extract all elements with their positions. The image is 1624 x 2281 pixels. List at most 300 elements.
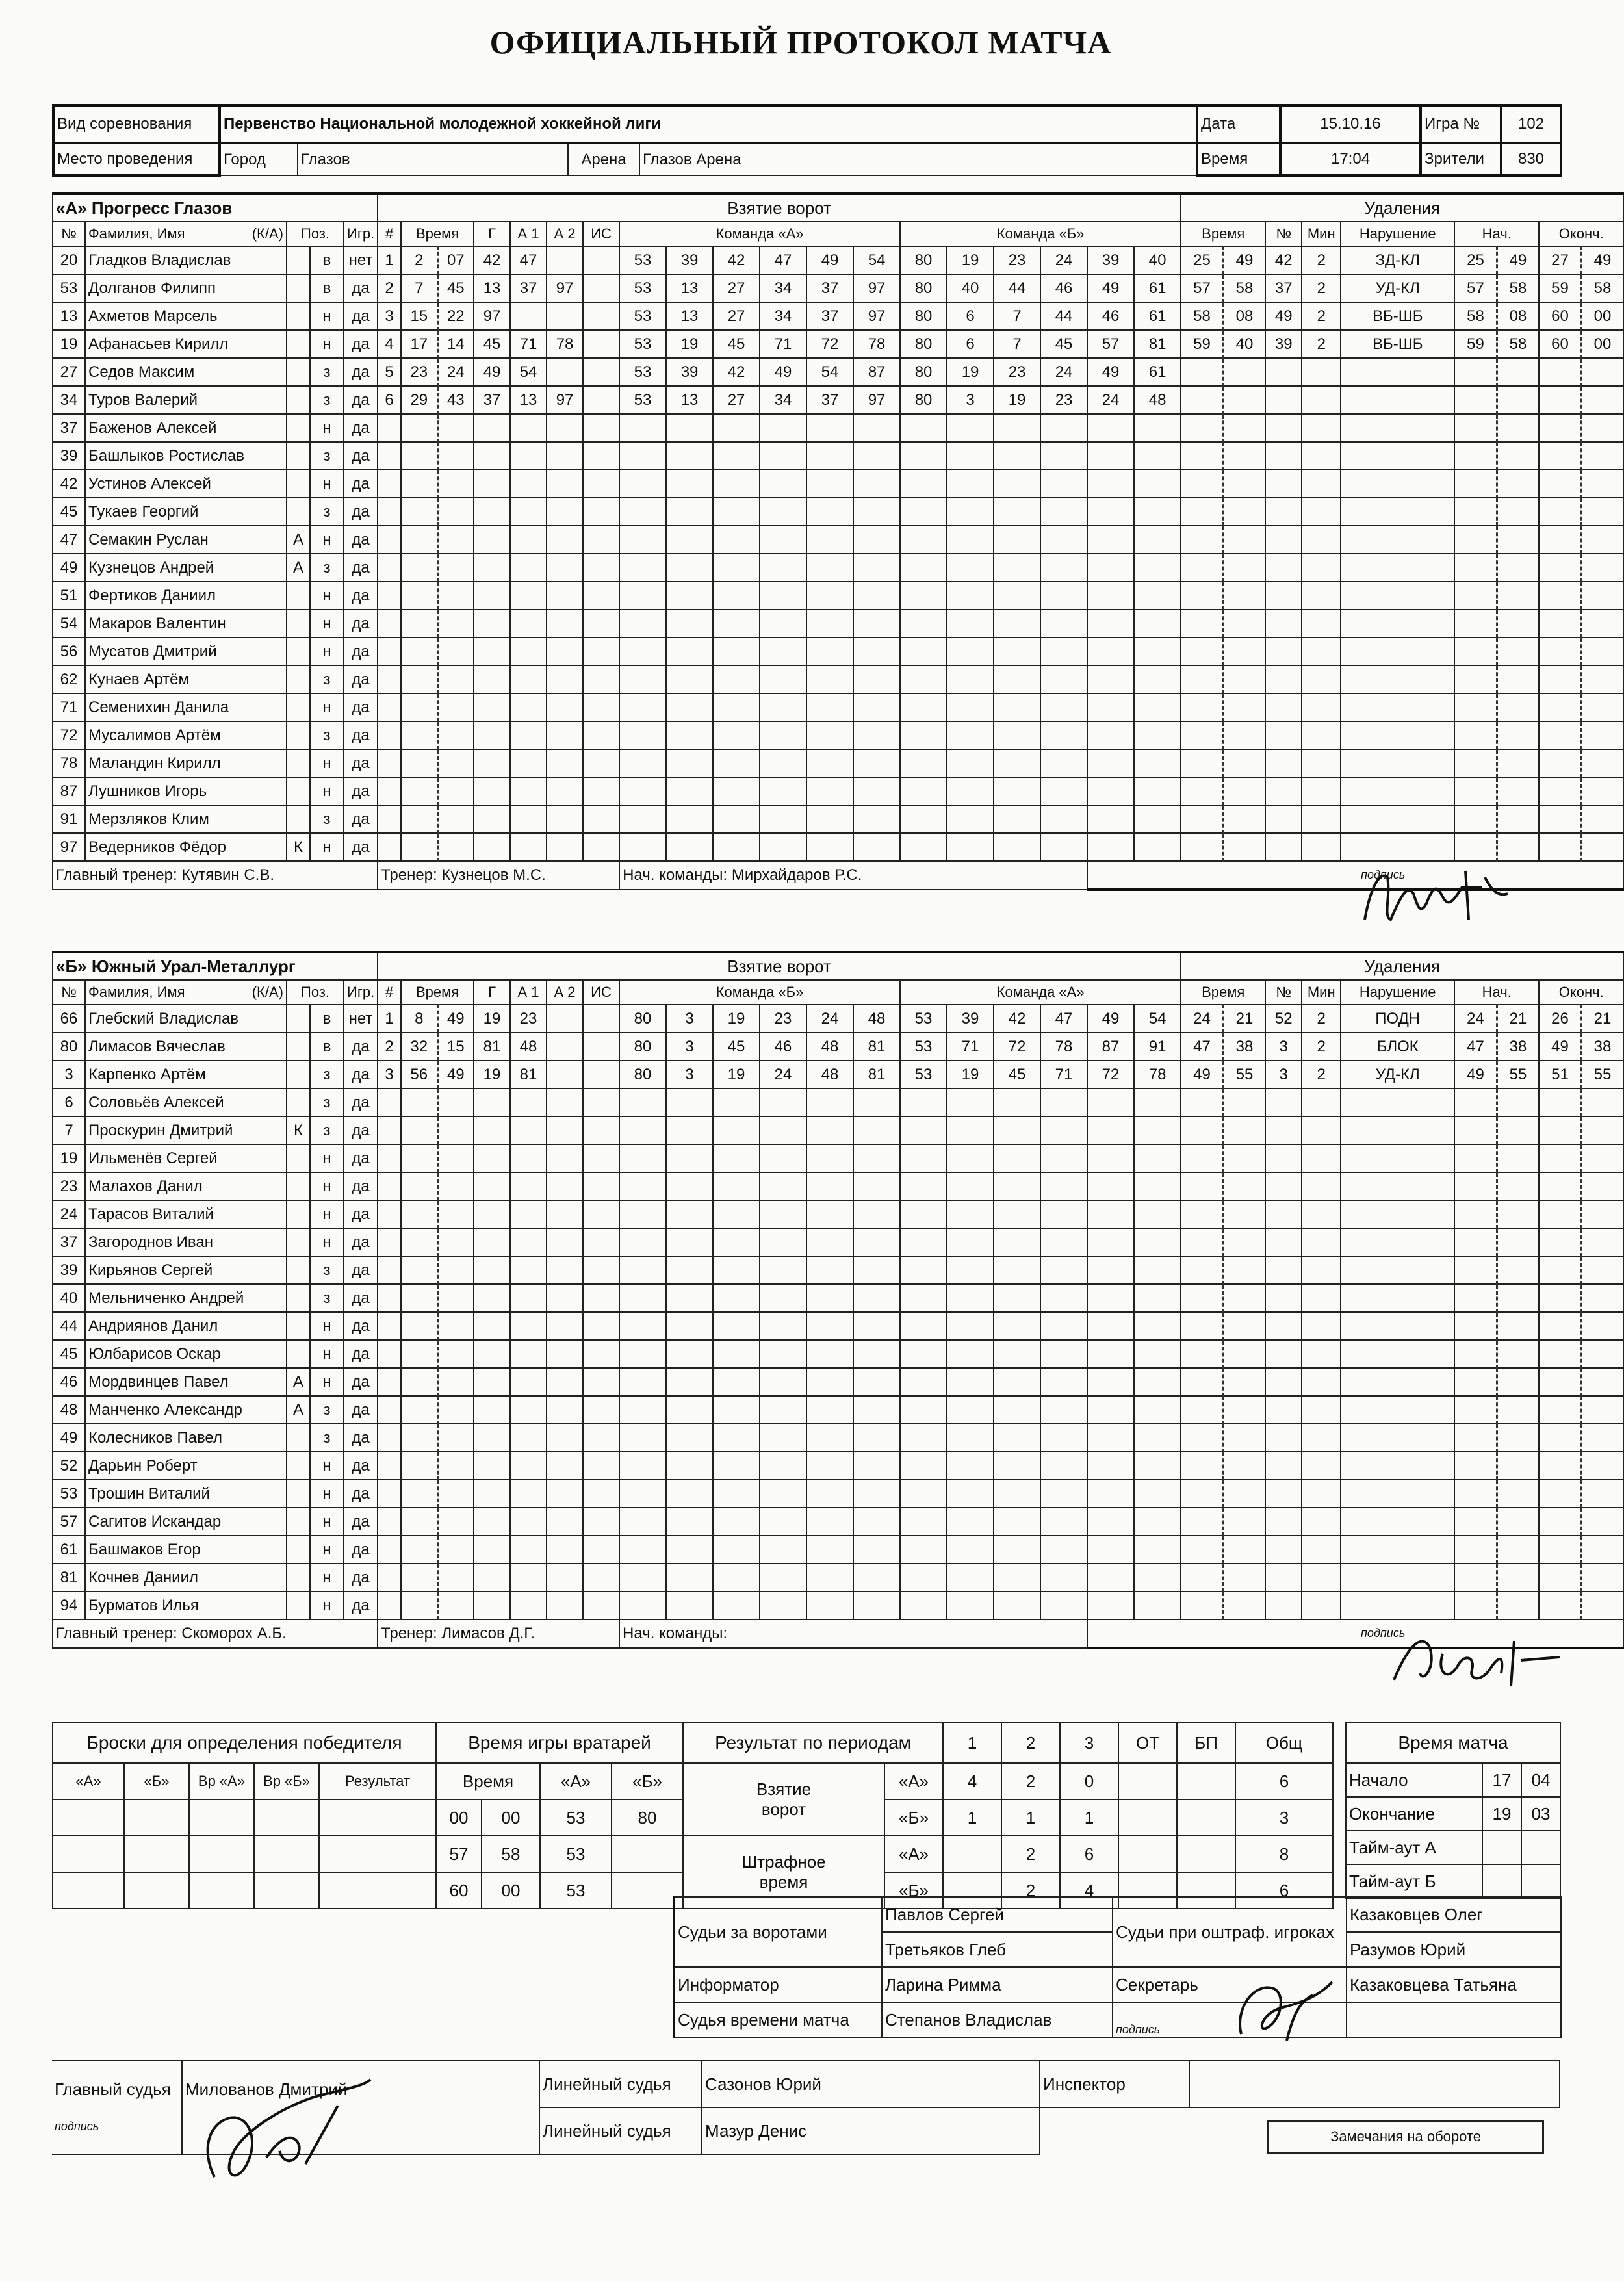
own-on-ice xyxy=(713,582,760,610)
opp-on-ice xyxy=(1040,498,1087,526)
player-ka xyxy=(287,1452,310,1480)
player-ka xyxy=(287,246,310,274)
own-on-ice xyxy=(713,442,760,470)
goal-a2 xyxy=(547,1061,583,1089)
own-on-ice xyxy=(619,470,666,498)
opp-on-ice xyxy=(947,1200,994,1228)
shootout-col-gka: Вр «А» xyxy=(189,1763,254,1799)
pen-start-min xyxy=(1454,693,1497,721)
opp-on-ice xyxy=(1134,693,1181,721)
period-cell: 2 xyxy=(1001,1763,1060,1799)
col-a2: А 2 xyxy=(547,222,583,246)
player-number: 45 xyxy=(53,1340,85,1368)
goal-is xyxy=(583,330,619,358)
player-row xyxy=(53,1536,1623,1564)
opp-on-ice xyxy=(900,1536,947,1564)
player-row xyxy=(53,1005,1623,1033)
pen-end-min xyxy=(1539,414,1581,442)
goal-num xyxy=(378,1284,401,1312)
goal-is xyxy=(583,498,619,526)
goal-num xyxy=(378,1312,401,1340)
pen-player xyxy=(1265,414,1302,442)
own-on-ice xyxy=(806,1172,853,1200)
player-number: 23 xyxy=(53,1172,85,1200)
pen-min xyxy=(1181,414,1223,442)
own-on-ice xyxy=(666,470,713,498)
opp-on-ice: 45 xyxy=(994,1061,1040,1089)
player-number: 3 xyxy=(53,1061,85,1089)
pen-end-min xyxy=(1539,1284,1581,1312)
player-played: да xyxy=(344,1480,378,1508)
goal-sec xyxy=(437,414,474,442)
goal-scorer xyxy=(474,749,510,777)
comp-label: Вид соревнования xyxy=(53,105,220,143)
opp-on-ice xyxy=(994,777,1040,805)
goalie-cell xyxy=(612,1836,683,1872)
goal-judges-label: Судьи за воротами xyxy=(674,1897,882,1967)
pen-start-sec xyxy=(1497,1480,1539,1508)
opp-on-ice: 72 xyxy=(994,1033,1040,1061)
player-number: 19 xyxy=(53,330,85,358)
player-ka xyxy=(287,442,310,470)
periods-table xyxy=(682,1722,1334,1909)
player-name: Семенихин Данила xyxy=(85,693,287,721)
pen-end-min xyxy=(1539,470,1581,498)
opp-on-ice xyxy=(1087,1592,1134,1619)
pen-end-min xyxy=(1539,749,1581,777)
opp-on-ice xyxy=(900,805,947,833)
own-on-ice xyxy=(760,721,806,749)
opp-on-ice xyxy=(900,693,947,721)
pen-end-sec xyxy=(1581,1144,1623,1172)
goal-scorer: 45 xyxy=(474,330,510,358)
pen-start-sec xyxy=(1497,1424,1539,1452)
pen-sec xyxy=(1223,470,1265,498)
goal-a2 xyxy=(547,358,583,386)
goal-min xyxy=(401,498,437,526)
player-row xyxy=(53,1368,1623,1396)
own-on-ice xyxy=(619,1536,666,1564)
opp-on-ice xyxy=(1134,1256,1181,1284)
player-name: Тарасов Виталий xyxy=(85,1200,287,1228)
pen-sec xyxy=(1223,1144,1265,1172)
own-on-ice xyxy=(666,414,713,442)
own-on-ice xyxy=(713,1508,760,1536)
own-on-ice xyxy=(760,1396,806,1424)
opp-on-ice: 49 xyxy=(1087,1005,1134,1033)
opp-on-ice: 72 xyxy=(1087,1061,1134,1089)
opp-on-ice xyxy=(994,1228,1040,1256)
pen-start-min xyxy=(1454,498,1497,526)
opp-on-ice xyxy=(1134,1284,1181,1312)
own-on-ice xyxy=(713,805,760,833)
goal-sec: 43 xyxy=(437,386,474,414)
goalie-cell: 00 xyxy=(436,1799,482,1836)
linesman-2-label: Линейный судья xyxy=(539,2107,702,2154)
own-on-ice xyxy=(713,833,760,861)
opp-on-ice xyxy=(900,582,947,610)
player-name: Лимасов Вячеслав xyxy=(85,1033,287,1061)
officials-table xyxy=(673,1896,1562,2038)
team-title: «Б» Южный Урал-Металлург xyxy=(53,952,378,980)
pen-player xyxy=(1265,1452,1302,1480)
pen-start-sec xyxy=(1497,1508,1539,1536)
own-on-ice xyxy=(666,1144,713,1172)
own-on-ice xyxy=(760,414,806,442)
goal-a2 xyxy=(547,833,583,861)
player-number: 94 xyxy=(53,1592,85,1619)
period-cell: 4 xyxy=(1060,1872,1118,1909)
pen-minutes: 2 xyxy=(1302,1061,1341,1089)
player-row xyxy=(53,554,1623,582)
player-played: да xyxy=(344,805,378,833)
opp-on-ice xyxy=(1087,1256,1134,1284)
own-on-ice: 97 xyxy=(853,386,900,414)
player-row xyxy=(53,1033,1623,1061)
goals-label: Взятие ворот xyxy=(683,1763,884,1836)
goal-a2 xyxy=(547,1564,583,1592)
pen-minutes xyxy=(1302,1284,1341,1312)
pen-min xyxy=(1181,1116,1223,1144)
opp-on-ice xyxy=(1087,1536,1134,1564)
pen-player xyxy=(1265,358,1302,386)
pen-min xyxy=(1181,1172,1223,1200)
own-on-ice xyxy=(853,1116,900,1144)
pen-sec xyxy=(1223,1592,1265,1619)
player-row xyxy=(53,274,1623,302)
opp-on-ice xyxy=(1087,1396,1134,1424)
pen-end-min xyxy=(1539,1116,1581,1144)
own-on-ice xyxy=(853,1480,900,1508)
pen-end-min xyxy=(1539,1592,1581,1619)
opp-on-ice xyxy=(1040,1340,1087,1368)
own-on-ice xyxy=(713,1424,760,1452)
goal-sec xyxy=(437,1144,474,1172)
goal-is xyxy=(583,1592,619,1619)
goal-a1: 81 xyxy=(510,1061,547,1089)
player-number: 78 xyxy=(53,749,85,777)
own-on-ice xyxy=(853,1536,900,1564)
goal-is xyxy=(583,386,619,414)
col-pen-num: № xyxy=(1265,980,1302,1005)
pen-end-sec xyxy=(1581,1116,1623,1144)
col-opp-team: Команда «Б» xyxy=(900,222,1181,246)
opp-on-ice xyxy=(1087,1480,1134,1508)
opp-on-ice xyxy=(994,1536,1040,1564)
opp-on-ice xyxy=(1134,414,1181,442)
opp-on-ice xyxy=(900,721,947,749)
goal-is xyxy=(583,1200,619,1228)
period-cell xyxy=(1177,1763,1235,1799)
goal-a2: 97 xyxy=(547,386,583,414)
own-on-ice: 78 xyxy=(853,330,900,358)
arena-label: Арена xyxy=(568,143,639,175)
player-number: 53 xyxy=(53,274,85,302)
player-name: Кирьянов Сергей xyxy=(85,1256,287,1284)
opp-on-ice xyxy=(1134,526,1181,554)
player-row xyxy=(53,1256,1623,1284)
period-cell xyxy=(1118,1836,1177,1872)
opp-on-ice: 24 xyxy=(1087,386,1134,414)
opp-on-ice xyxy=(900,1284,947,1312)
player-pos: з xyxy=(310,1256,344,1284)
opp-on-ice: 19 xyxy=(947,1061,994,1089)
pen-end-min: 26 xyxy=(1539,1005,1581,1033)
coach: Тренер: Лимасов Д.Г. xyxy=(378,1619,619,1648)
player-pos: н xyxy=(310,470,344,498)
player-played: да xyxy=(344,1089,378,1116)
own-on-ice xyxy=(806,1228,853,1256)
opp-on-ice xyxy=(1040,693,1087,721)
col-pen-time: Время xyxy=(1181,980,1265,1005)
opp-on-ice xyxy=(900,610,947,638)
opp-on-ice xyxy=(1040,1480,1087,1508)
goal-num: 6 xyxy=(378,386,401,414)
opp-on-ice xyxy=(1134,1536,1181,1564)
goal-num: 3 xyxy=(378,1061,401,1089)
goal-judge-2: Третьяков Глеб xyxy=(882,1932,1113,1967)
opp-on-ice xyxy=(947,1508,994,1536)
goal-min: 32 xyxy=(401,1033,437,1061)
period-cell: 6 xyxy=(1060,1836,1118,1872)
own-on-ice: 80 xyxy=(619,1005,666,1033)
penalties-section-title: Удаления xyxy=(1181,952,1623,980)
pen-sec xyxy=(1223,1312,1265,1340)
own-on-ice xyxy=(806,1480,853,1508)
own-on-ice xyxy=(666,721,713,749)
opp-on-ice: 80 xyxy=(900,302,947,330)
player-number: 71 xyxy=(53,693,85,721)
pen-sec xyxy=(1223,1340,1265,1368)
opp-on-ice xyxy=(1134,721,1181,749)
player-number: 46 xyxy=(53,1368,85,1396)
pen-violation xyxy=(1341,1564,1454,1592)
opp-on-ice xyxy=(994,1368,1040,1396)
pen-start-sec xyxy=(1497,1200,1539,1228)
player-played: да xyxy=(344,1452,378,1480)
own-on-ice xyxy=(806,721,853,749)
opp-on-ice xyxy=(1087,1228,1134,1256)
col-name: Фамилия, Имя (К/А) xyxy=(85,980,287,1005)
goal-a1: 37 xyxy=(510,274,547,302)
pen-min xyxy=(1181,1452,1223,1480)
player-played: да xyxy=(344,749,378,777)
own-on-ice xyxy=(713,1312,760,1340)
player-pos: з xyxy=(310,1424,344,1452)
timeout-b-label: Тайм-аут Б xyxy=(1346,1864,1482,1898)
pen-end-min xyxy=(1539,1340,1581,1368)
goal-judge-1: Павлов Сергей xyxy=(882,1897,1113,1932)
opp-on-ice: 80 xyxy=(900,274,947,302)
pen-sec xyxy=(1223,610,1265,638)
player-row xyxy=(53,1564,1623,1592)
pen-start-min xyxy=(1454,1564,1497,1592)
own-on-ice: 27 xyxy=(713,274,760,302)
opp-on-ice: 80 xyxy=(900,358,947,386)
opp-on-ice xyxy=(1087,1564,1134,1592)
own-on-ice xyxy=(713,693,760,721)
own-on-ice xyxy=(760,470,806,498)
opp-on-ice xyxy=(1040,1144,1087,1172)
match-end-h: 19 xyxy=(1482,1797,1521,1831)
goal-a2 xyxy=(547,1396,583,1424)
pen-end-min xyxy=(1539,1256,1581,1284)
opp-on-ice xyxy=(1087,805,1134,833)
opp-on-ice xyxy=(1087,1144,1134,1172)
pen-end-sec: 58 xyxy=(1581,274,1623,302)
pen-end-sec: 55 xyxy=(1581,1061,1623,1089)
pen-end-sec xyxy=(1581,1508,1623,1536)
player-row xyxy=(53,526,1623,554)
player-pos: н xyxy=(310,833,344,861)
player-ka xyxy=(287,414,310,442)
goalie-cell: 53 xyxy=(540,1799,612,1836)
player-number: 62 xyxy=(53,665,85,693)
opp-on-ice xyxy=(900,1228,947,1256)
opp-on-ice: 78 xyxy=(1040,1033,1087,1061)
goal-min xyxy=(401,1564,437,1592)
goal-num xyxy=(378,1368,401,1396)
opp-on-ice xyxy=(900,554,947,582)
player-row xyxy=(53,721,1623,749)
protocol-title: ОФИЦИАЛЬНЫЙ ПРОТОКОЛ МАТЧА xyxy=(489,24,1112,60)
shootout-col-b: «Б» xyxy=(124,1763,189,1799)
goal-scorer xyxy=(474,1396,510,1424)
match-start-label: Начало xyxy=(1346,1763,1482,1797)
own-on-ice: 53 xyxy=(619,386,666,414)
opp-on-ice xyxy=(947,1424,994,1452)
goals-section-title: Взятие ворот xyxy=(378,194,1181,222)
own-on-ice: 37 xyxy=(806,274,853,302)
pen-minutes xyxy=(1302,665,1341,693)
player-played: да xyxy=(344,721,378,749)
pen-minutes xyxy=(1302,1200,1341,1228)
pen-violation xyxy=(1341,1312,1454,1340)
pen-player xyxy=(1265,1368,1302,1396)
pen-min xyxy=(1181,1536,1223,1564)
opp-on-ice xyxy=(900,442,947,470)
own-on-ice xyxy=(853,1284,900,1312)
player-ka xyxy=(287,1564,310,1592)
player-number: 48 xyxy=(53,1396,85,1424)
goal-a1 xyxy=(510,1116,547,1144)
own-on-ice: 72 xyxy=(806,330,853,358)
own-on-ice xyxy=(760,833,806,861)
player-number: 56 xyxy=(53,638,85,665)
pen-player xyxy=(1265,386,1302,414)
goal-sec xyxy=(437,749,474,777)
pen-player: 3 xyxy=(1265,1061,1302,1089)
pen-min: 47 xyxy=(1181,1033,1223,1061)
pen-start-min xyxy=(1454,1592,1497,1619)
goal-a1 xyxy=(510,414,547,442)
opp-on-ice xyxy=(1040,721,1087,749)
pen-min xyxy=(1181,1284,1223,1312)
own-on-ice xyxy=(713,1396,760,1424)
pen-start-min xyxy=(1454,386,1497,414)
goal-a1 xyxy=(510,1592,547,1619)
player-row xyxy=(53,1089,1623,1116)
goal-sec xyxy=(437,582,474,610)
secretary-sign-label: подпись xyxy=(1113,2002,1347,2037)
player-ka xyxy=(287,1340,310,1368)
pen-sec xyxy=(1223,665,1265,693)
pen-sec xyxy=(1223,1424,1265,1452)
goal-scorer xyxy=(474,1452,510,1480)
player-row xyxy=(53,302,1623,330)
player-name: Колесников Павел xyxy=(85,1424,287,1452)
goal-is xyxy=(583,1480,619,1508)
pen-player xyxy=(1265,1424,1302,1452)
opp-on-ice xyxy=(947,665,994,693)
opp-on-ice: 53 xyxy=(900,1005,947,1033)
player-number: 51 xyxy=(53,582,85,610)
opp-on-ice xyxy=(1134,1228,1181,1256)
pen-sec xyxy=(1223,1172,1265,1200)
player-row xyxy=(53,805,1623,833)
pen-violation: ПОДН xyxy=(1341,1005,1454,1033)
player-ka xyxy=(287,1228,310,1256)
opp-on-ice: 39 xyxy=(947,1005,994,1033)
spectators-value: 830 xyxy=(1501,143,1561,175)
pen-end-sec xyxy=(1581,1200,1623,1228)
pen-player xyxy=(1265,1172,1302,1200)
own-on-ice xyxy=(853,498,900,526)
opp-on-ice: 19 xyxy=(994,386,1040,414)
opp-on-ice: 24 xyxy=(1040,358,1087,386)
pen-min xyxy=(1181,610,1223,638)
goal-num xyxy=(378,610,401,638)
player-number: 44 xyxy=(53,1312,85,1340)
player-row xyxy=(53,833,1623,861)
goalie-cell: 57 xyxy=(436,1836,482,1872)
player-pos: н xyxy=(310,610,344,638)
opp-on-ice xyxy=(1087,442,1134,470)
goal-a2 xyxy=(547,1340,583,1368)
player-row xyxy=(53,358,1623,386)
opp-on-ice: 54 xyxy=(1134,1005,1181,1033)
pen-end-min xyxy=(1539,554,1581,582)
inspector-label: Инспектор xyxy=(1040,2061,1189,2107)
player-number: 87 xyxy=(53,777,85,805)
pen-violation xyxy=(1341,1116,1454,1144)
player-number: 37 xyxy=(53,414,85,442)
pen-end-min: 60 xyxy=(1539,302,1581,330)
period-col: 1 xyxy=(943,1723,1001,1763)
match-end-label: Окончание xyxy=(1346,1797,1482,1831)
goal-min xyxy=(401,1144,437,1172)
pen-end-sec: 38 xyxy=(1581,1033,1623,1061)
player-row xyxy=(53,1396,1623,1424)
opp-on-ice xyxy=(900,1592,947,1619)
goal-a1 xyxy=(510,554,547,582)
pen-end-sec xyxy=(1581,749,1623,777)
own-on-ice xyxy=(760,1284,806,1312)
own-on-ice xyxy=(713,1116,760,1144)
player-ka xyxy=(287,1284,310,1312)
goal-is xyxy=(583,665,619,693)
opp-on-ice xyxy=(900,470,947,498)
player-name: Ведерников Фёдор xyxy=(85,833,287,861)
own-on-ice xyxy=(619,693,666,721)
pen-sec xyxy=(1223,582,1265,610)
player-ka: А xyxy=(287,1368,310,1396)
player-row xyxy=(53,749,1623,777)
pen-player xyxy=(1265,693,1302,721)
own-on-ice xyxy=(853,1452,900,1480)
own-on-ice: 13 xyxy=(666,274,713,302)
col-pen-end: Оконч. xyxy=(1539,222,1623,246)
